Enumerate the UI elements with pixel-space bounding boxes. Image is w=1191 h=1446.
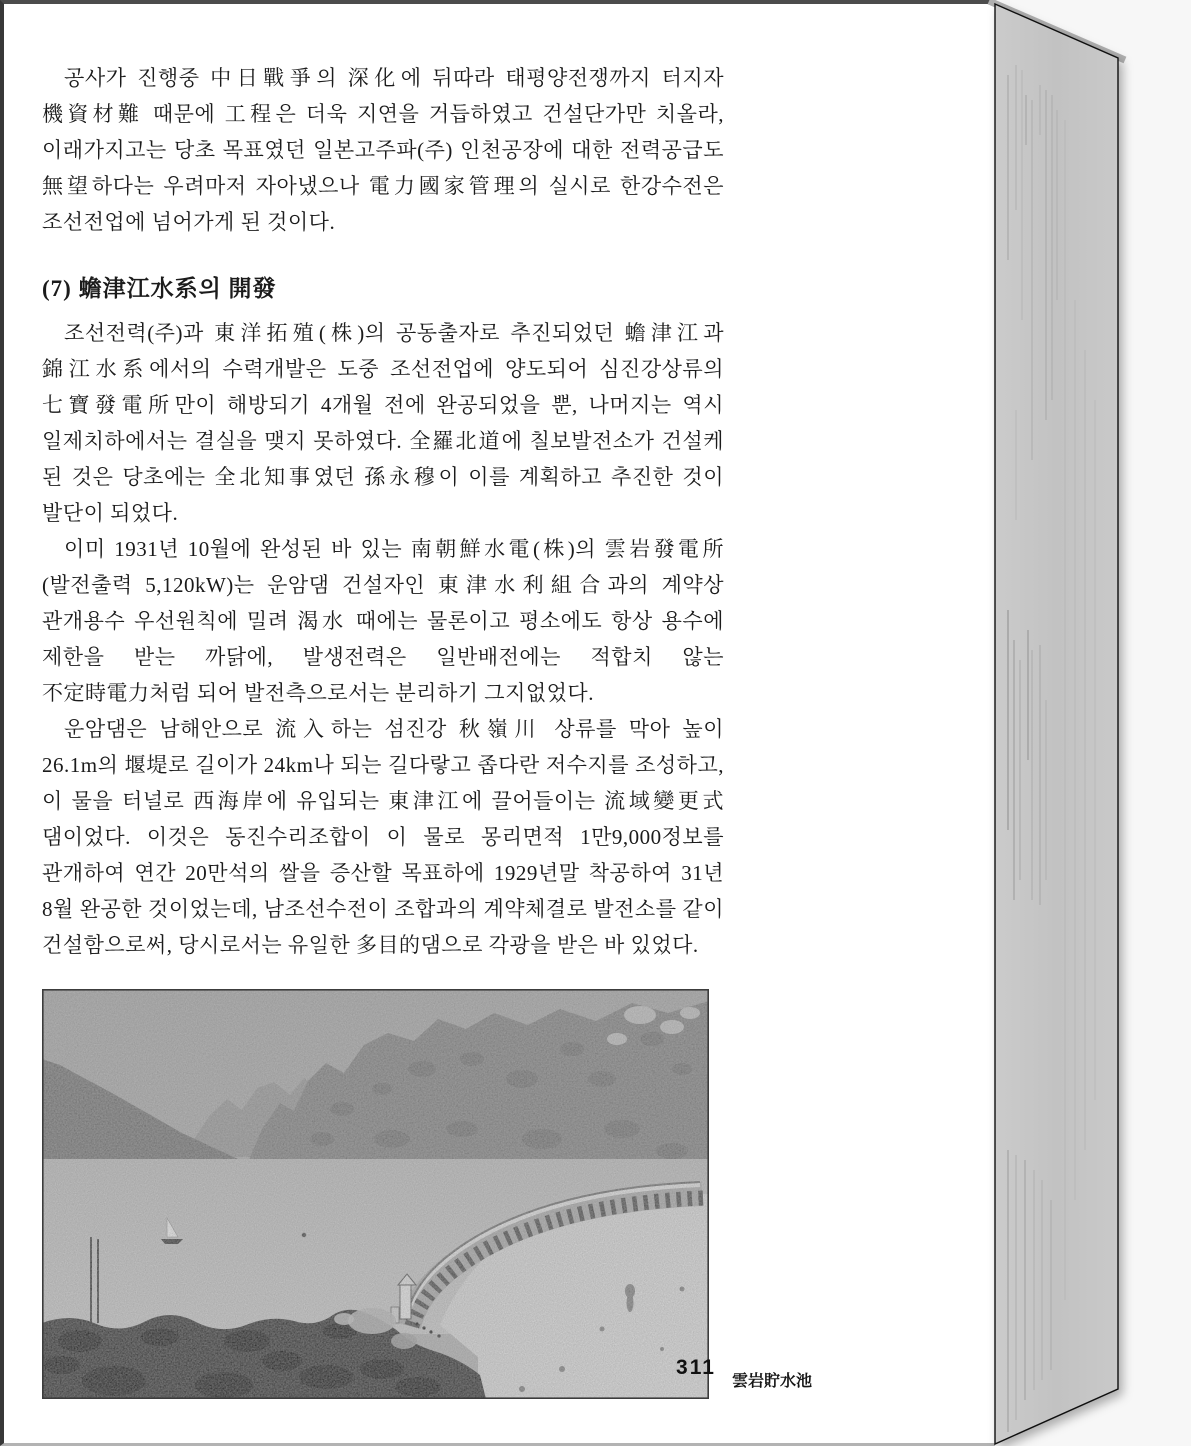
reservoir-photo-frame [42,989,813,1399]
body-paragraph-3: 이미 1931년 10월에 완성된 바 있는 南朝鮮水電(株)의 雲岩發電所(발전출력 5,120kW)는 운암댐 건설자인 東津水利組合과의 계약상 관개용수 우선원칙에 밀려 渴水 때에는 물론이고 평소에도 항상 용수에 제한을 받는 까닭에, 발생전력은 일반배전에는 적합치 않는 不定時電力처럼 되어 발전측으로서는 분리하기 그지없었다. [42,537,724,705]
photo-caption: 雲岩貯水池 [732,1373,813,1390]
text-column [42,60,813,1399]
reservoir-photo [42,989,709,1399]
body-paragraph-4: 운암댐은 남해안으로 流入하는 섬진강 秋嶺川 상류를 막아 높이 26.1m의 堰堤로 길이가 24km나 되는 길다랗고 좁다란 저수지를 조성하고, 이 물을 터널로 西海岸에 유입되는 東津江에 끌어들이는 流域變更式 댐이었다. 이것은 동진수리조합이 이 물로 몽리면적 1만9,000정보를 관개하여 연간 20만석의 쌀을 증산할 목표하에 1929년말 착공하여 31년 8월 완공한 것이었는데, 남조선수전이 조합과의 계약체결로 발전소를 같이 건설함으로써, 당시로서는 유일한 多目的댐으로 각광을 받은 바 있었다. [42,717,724,957]
book-fore-edge [985,0,1191,1446]
body-paragraph-2: 조선전력(주)과 東洋拓殖(株)의 공동출자로 추진되었던 蟾津江과 錦江水系에서의 수력개발은 도중 조선전업에 양도되어 심진강상류의 七寶發電所만이 해방되기 4개월 전에 완공되었을 뿐, 나머지는 역시 일제치하에서는 결실을 맺지 못하였다. 全羅北道에 칠보발전소가 건설케 된 것은 당초에는 全北知事였던 孫永穆이 이를 계획하고 추진한 것이 발단이 되었다. [42,321,724,525]
body-paragraph-1: 공사가 진행중 中日戰爭의 深化에 뒤따라 태평양전쟁까지 터지자 機資材難 때문에 工程은 더욱 지연을 거듭하였고 건설단가만 치올라, 이래가지고는 당초 목표였던 일본고주파(주) 인천공장에 대한 전력공급도 無望하다는 우려마저 자아냈으나 電力國家管理의 실시로 한강수전은 조선전업에 넘어가게 된 것이다. [42,66,724,234]
page-number: 311 [676,1356,716,1379]
section-heading: (7) 蟾津江水系의 開發 [42,276,277,301]
